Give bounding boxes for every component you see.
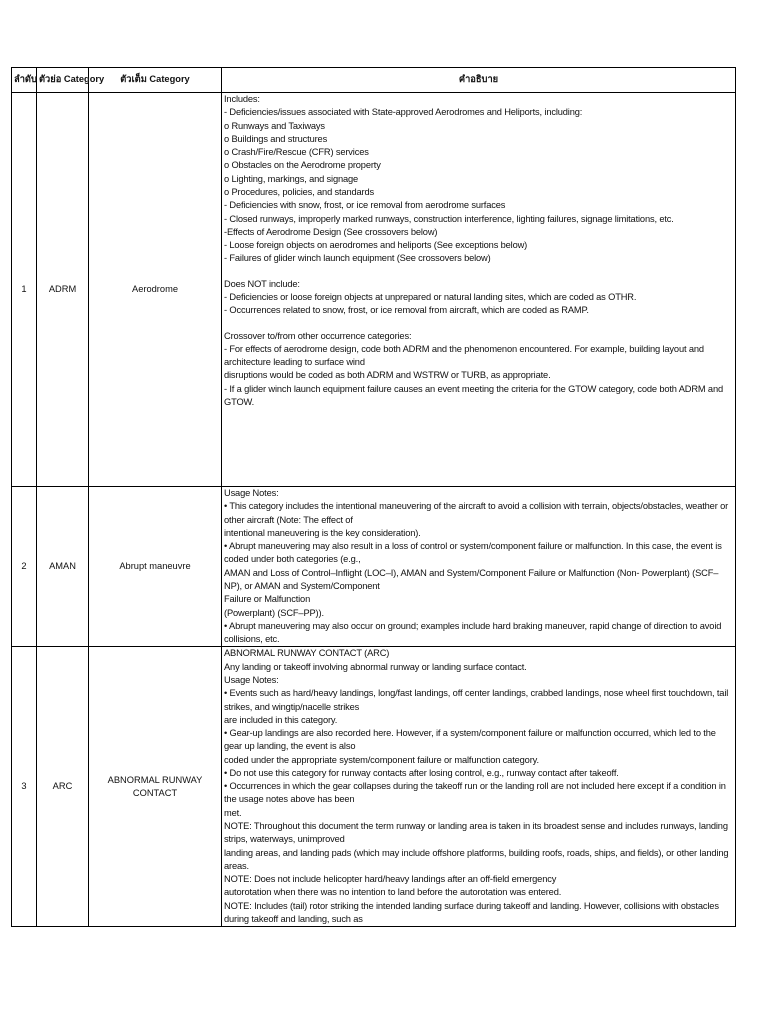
category-description — [222, 647, 736, 927]
description-line: - Occurrences related to snow, frost, or ice removal from aircraft, which are coded as RAMP. — [224, 305, 589, 316]
description-line: Does NOT include: — [224, 278, 300, 289]
description-line: • This category includes the intentional maneuvering of the aircraft to avoid a collision with terrain, objects/obstacles, weather or other aircraft (Note: The effect of — [224, 501, 731, 525]
description-line: NOTE: Does not include helicopter hard/heavy landings after an off-field emergency — [224, 874, 557, 885]
category-full-name: Abrupt maneuvre — [89, 487, 222, 647]
table-row — [12, 93, 736, 487]
table-row — [12, 487, 736, 647]
description-line: • Abrupt maneuvering may also occur on ground; examples include hard braking maneuver, rapid change of direction to avoid collisions, etc. — [224, 620, 724, 645]
description-line: • Do not use this category for runway contacts after losing control, e.g., runway contact after takeoff. — [224, 767, 619, 778]
description-line: - For effects of aerodrome design, code both ADRM and the phenomenon encountered. For example, building layout and architecture leading to surface wind — [224, 343, 707, 368]
description-line: NOTE: Includes (tail) rotor striking the intended landing surface during takeoff and landing. However, collisions with obstacles during takeoff and landing, such as — [224, 900, 722, 924]
description-line: o Obstacles on the Aerodrome property — [224, 160, 381, 171]
row-number: 2 — [12, 487, 37, 647]
category-description — [222, 487, 736, 647]
description-line: autorotation when there was no intention to land before the autorotation was entered. — [224, 887, 562, 898]
description-line: o Procedures, policies, and standards — [224, 186, 375, 197]
header-description: คำอธิบาย — [222, 68, 736, 93]
description-line: met. — [224, 807, 242, 818]
category-full-name: ABNORMAL RUNWAY CONTACT — [89, 647, 222, 927]
description-line: • Occurrences in which the gear collapses during the takeoff run or the landing roll are not included here except if a condition in the usage notes above has been — [224, 781, 729, 805]
header-no: ลำดับ — [12, 68, 37, 93]
description-line: - Deficiencies/issues associated with State-approved Aerodromes and Heliports, including: — [224, 107, 583, 118]
description-line: o Lighting, markings, and signage — [224, 173, 359, 184]
description-line: o Runways and Taxiways — [224, 120, 325, 131]
category-full-name: Aerodrome — [89, 93, 222, 487]
description-line: ABNORMAL RUNWAY CONTACT (ARC) — [224, 648, 390, 659]
description-line: Usage Notes: — [224, 488, 279, 498]
row-number: 3 — [12, 647, 37, 927]
category-abbr: ARC — [37, 647, 89, 927]
description-line: - If a glider winch launch equipment failure causes an event meeting the criteria for the GTOW category, code both ADRM and GTOW. — [224, 383, 726, 407]
description-line: Failure or Malfunction — [224, 594, 311, 605]
table-row — [12, 647, 736, 927]
description-line: Usage Notes: — [224, 674, 279, 685]
description-line: coded under the appropriate system/component failure or malfunction category. — [224, 754, 539, 765]
description-line — [224, 318, 733, 330]
description-line: -Effects of Aerodrome Design (See crossovers below) — [224, 226, 438, 237]
description-line: • Events such as hard/heavy landings, long/fast landings, off center landings, crabbed landings, nose wheel first touchdown, tail strikes, and wingtip/nacelle strikes — [224, 688, 731, 712]
description-line: - Closed runways, improperly marked runways, construction interference, lighting failures, signage limitations, etc. — [224, 213, 674, 224]
description-line: Crossover to/from other occurrence categories: — [224, 330, 412, 341]
description-line: - Deficiencies with snow, frost, or ice removal from aerodrome surfaces — [224, 200, 506, 211]
description-line: NOTE: Throughout this document the term runway or landing area is taken in its broadest sense and includes runways, landing strips, waterways, unimproved — [224, 821, 731, 845]
description-line: - Deficiencies or loose foreign objects at unprepared or natural landing sites, which are coded as OTHR. — [224, 291, 637, 302]
description-line: • Abrupt maneuvering may also result in a loss of control or system/component failure or malfunction. In this case, the event is coded under both categories (e.g., — [224, 541, 725, 565]
table-body — [12, 93, 736, 927]
description-line: o Crash/Fire/Rescue (CFR) services — [224, 147, 369, 158]
description-line: intentional maneuvering is the key consideration). — [224, 527, 421, 538]
description-line: o Buildings and structures — [224, 133, 328, 144]
description-line: (Powerplant) (SCF–PP)). — [224, 607, 324, 618]
category-abbr: AMAN — [37, 487, 89, 647]
description-line: disruptions would be coded as both ADRM and WSTRW or TURB, as appropriate. — [224, 370, 551, 381]
description-line: - Failures of glider winch launch equipment (See crossovers below) — [224, 253, 491, 264]
header-abbr: ตัวย่อ Category — [37, 68, 89, 93]
spreadsheet-page — [11, 67, 735, 924]
row-number: 1 — [12, 93, 37, 487]
description-line: • Gear-up landings are also recorded here. However, if a system/component failure or malfunction occurred, which led to the gear up landing, the event is also — [224, 728, 719, 752]
description-line: Includes: — [224, 94, 260, 104]
header-row — [12, 68, 736, 93]
category-abbr: ADRM — [37, 93, 89, 487]
description-line: AMAN and Loss of Control–Inflight (LOC–I), AMAN and System/Component Failure or Malfunction (Non- Powerplant) (SCF–NP), or AMAN and System/Component — [224, 567, 719, 591]
category-table — [11, 67, 736, 927]
description-line: - Loose foreign objects on aerodromes and heliports (See exceptions below) — [224, 240, 528, 251]
description-line: landing areas, and landing pads (which may include offshore platforms, building roofs, roads, ships, and fields), or other landing areas. — [224, 847, 731, 871]
header-full: ตัวเต็ม Category — [89, 68, 222, 93]
description-line: Any landing or takeoff involving abnormal runway or landing surface contact. — [224, 661, 527, 672]
category-description — [222, 93, 736, 487]
description-line — [224, 266, 733, 278]
description-line: are included in this category. — [224, 714, 338, 725]
